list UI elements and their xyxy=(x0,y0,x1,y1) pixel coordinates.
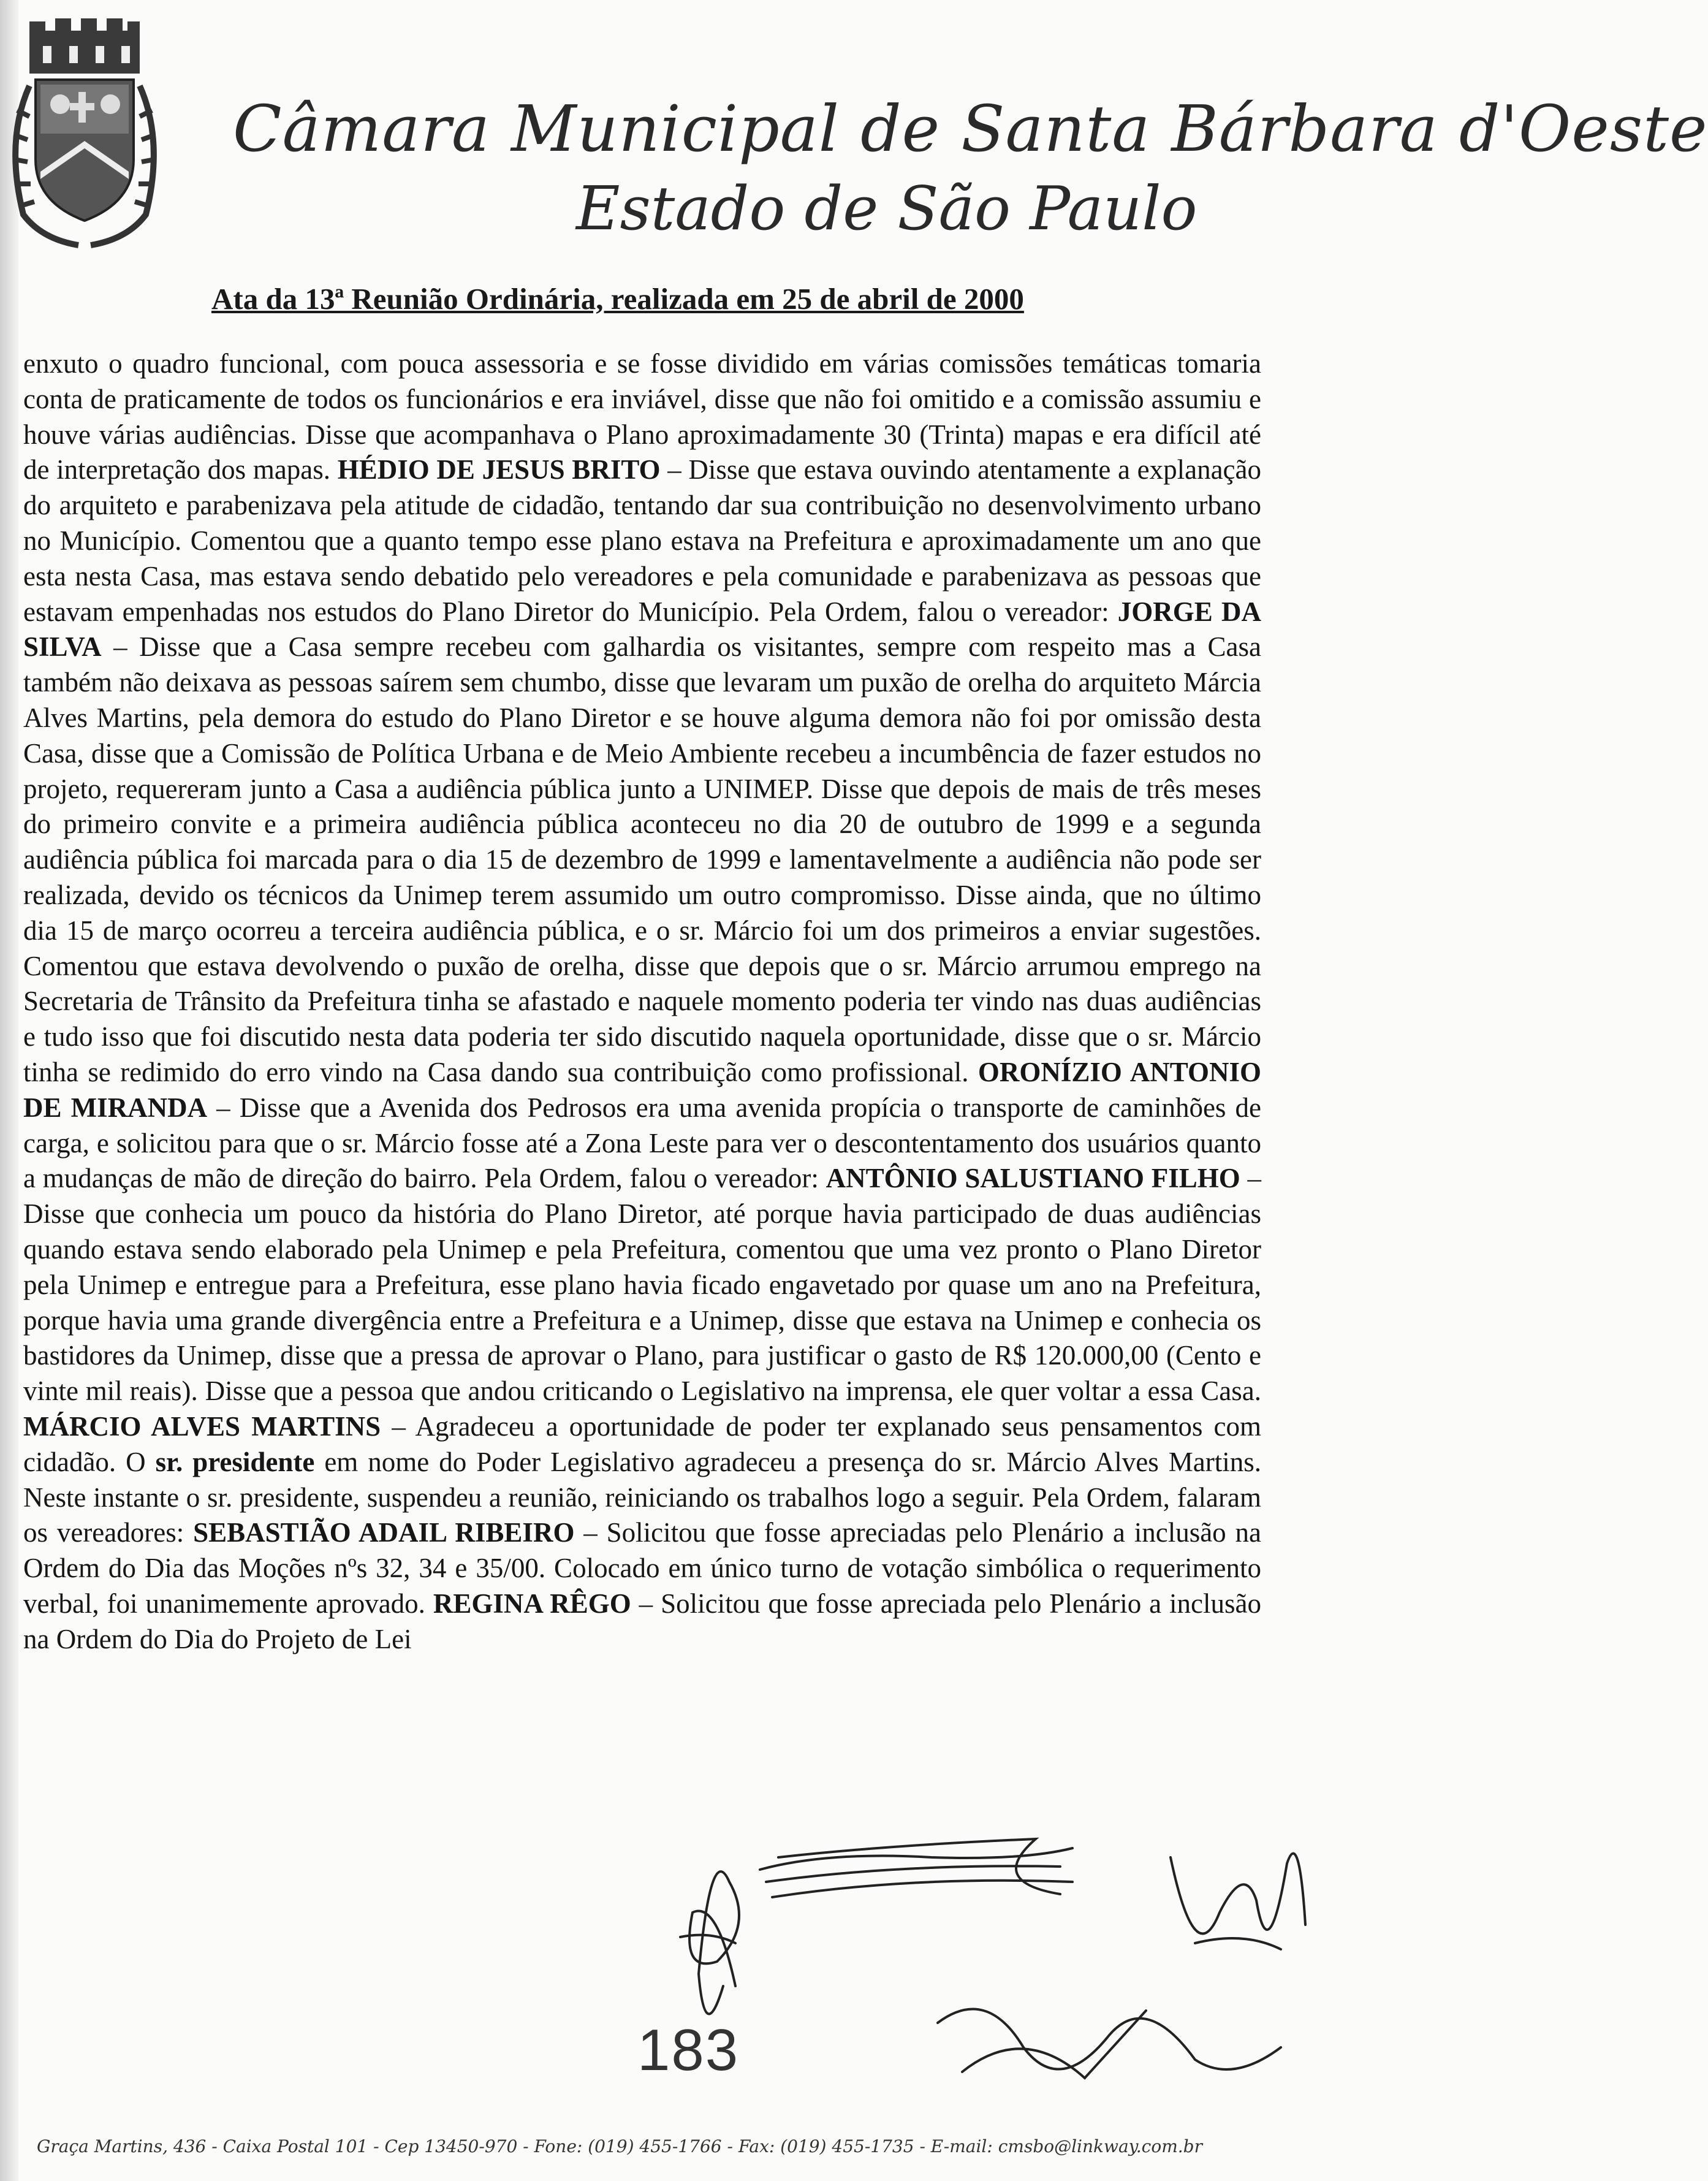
minutes-body xyxy=(23,346,1261,1657)
minutes-text: – Solicitou que fosse apreciada pelo Plenário a inclusão na Ordem do Dia do Projeto de Lei xyxy=(23,1588,1261,1654)
speaker-name: REGINA RÊGO xyxy=(433,1588,631,1619)
speaker-name: SEBASTIÃO ADAIL RIBEIRO xyxy=(193,1517,575,1548)
header-state-name: Estado de São Paulo xyxy=(576,174,1197,244)
speaker-name: sr. presidente xyxy=(155,1446,315,1477)
document-title: Ata da 13ª Reunião Ordinária, realizada em 25 de abril de 2000 xyxy=(211,282,1024,316)
minutes-text: – Disse que a Avenida dos Pedrosos era uma avenida propícia o transporte de caminhões de carga, e solicitou para que o sr. Márcio fosse até a Zona Leste para ver o descontentamento dos usuários quanto a mudanças de mão de direção do bairro. Pela Ordem, falou o vereador: xyxy=(23,1092,1261,1194)
header-chamber-name: Câmara Municipal de Santa Bárbara d'Oeste xyxy=(233,91,1708,166)
footer-address: Graça Martins, 436 - Caixa Postal 101 - Cep 13450-970 - Fone: (019) 455-1766 - Fax: (019) 455-1735 - E-mail: cmsbo@linkway.com.br xyxy=(37,2136,1202,2156)
minutes-text: – Disse que conhecia um pouco da história do Plano Diretor, até porque havia participado de duas audiências quando estava sendo elaborado pela Unimep e pela Prefeitura, comentou que uma vez pronto o Plano Diretor pela Unimep e entregue para a Prefeitura, esse plano havia ficado engavetado por quase um ano na Prefeitura, porque havia uma grande divergência entre a Prefeitura e a Unimep, disse que estava na Unimep e conhecia os bastidores da Unimep, disse que a pressa de aprovar o Plano, para justificar o gasto de R$ 120.000,00 (Cento e vinte mil reais). Disse que a pessoa que andou criticando o Legislativo na imprensa, ele quer voltar a essa Casa. xyxy=(23,1163,1261,1407)
speaker-name: ORONÍZIO ANTONIO DE MIRANDA xyxy=(23,1056,1261,1123)
speaker-name: MÁRCIO ALVES MARTINS xyxy=(23,1410,381,1442)
minutes-text: – Solicitou que fosse apreciadas pelo Plenário a inclusão na Ordem do Dia das Moções nºs 32, 34 e 35/00. Colocado em único turno de votação simbólica o requerimento verbal, foi unanimemente aprovado. xyxy=(23,1517,1261,1619)
minutes-text: – Disse que estava ouvindo atentamente a explanação do arquiteto e parabenizava pela atitude de cidadão, tentando dar sua contribuição no desenvolvimento urbano no Município. Comentou que a quanto tempo esse plano estava na Prefeitura e aproximadamente um ano que esta nesta Casa, mas estava sendo debatido pelo vereadores e pela comunidade e parabenizava as pessoas que estavam empenhadas nos estudos do Plano Diretor do Município. Pela Ordem, falou o vereador: xyxy=(23,454,1261,627)
minutes-text: – Agradeceu a oportunidade de poder ter explanado seus pensamentos com cidadão. O xyxy=(23,1410,1261,1477)
speaker-name: HÉDIO DE JESUS BRITO xyxy=(337,454,661,485)
page-number: 183 xyxy=(637,2017,740,2083)
speaker-name: JORGE DA SILVA xyxy=(23,596,1262,663)
coat-of-arms-logo xyxy=(5,18,164,257)
minutes-text: – Disse que a Casa sempre recebeu com galhardia os visitantes, sempre com respeito mas a Casa também não deixava as pessoas saírem sem chumbo, disse que levaram um puxão de orelha do arquiteto Márcia Alves Martins, pela demora do estudo do Plano Diretor e se houve alguma demora não foi por omissão desta Casa, disse que a Comissão de Política Urbana e de Meio Ambiente recebeu a incumbência de fazer estudos no projeto, requereram junto a Casa a audiência pública junto a UNIMEP. Disse que depois de mais de três meses do primeiro convite e a primeira audiência pública aconteceu no dia 20 de outubro de 1999 e a segunda audiência pública foi marcada para o dia 15 de dezembro de 1999 e lamentavelmente a audiência não pode ser realizada, devido os técnicos da Unimep terem assumido um outro compromisso. Disse ainda, que no último dia 15 de março ocorreu a terceira audiência pública, e o sr. Márcio foi um dos primeiros a enviar sugestões. Comentou que estava devolvendo o puxão de orelha, disse que depois que o sr. Márcio arrumou emprego na Secretaria de Trânsito da Prefeitura tinha se afastado e naquele momento poderia ter vindo nas duas audiências e tudo isso que foi discutido nesta data poderia ter sido discutido naquela oportunidade, disse que o sr. Márcio tinha se redimido do erro vindo na Casa dando sua contribuição como profissional. xyxy=(23,631,1261,1087)
minutes-text: em nome do Poder Legislativo agradeceu a presença do sr. Márcio Alves Martins. Neste instante o sr. presidente, suspendeu a reunião, reiniciando os trabalhos logo a seguir. Pela Ordem, falaram os vereadores: xyxy=(23,1446,1261,1548)
speaker-name: ANTÔNIO SALUSTIANO FILHO xyxy=(826,1163,1240,1194)
page-edge xyxy=(0,0,18,2181)
minutes-text: enxuto o quadro funcional, com pouca assessoria e se fosse dividido em várias comissões temáticas tomaria conta de praticamente de todos os funcionários e era inviável, disse que não foi omitido e a comissão assumiu e houve várias audiências. Disse que acompanhava o Plano aproximadamente 30 (Trinta) mapas e era difícil até de interpretação dos mapas. xyxy=(23,348,1261,485)
